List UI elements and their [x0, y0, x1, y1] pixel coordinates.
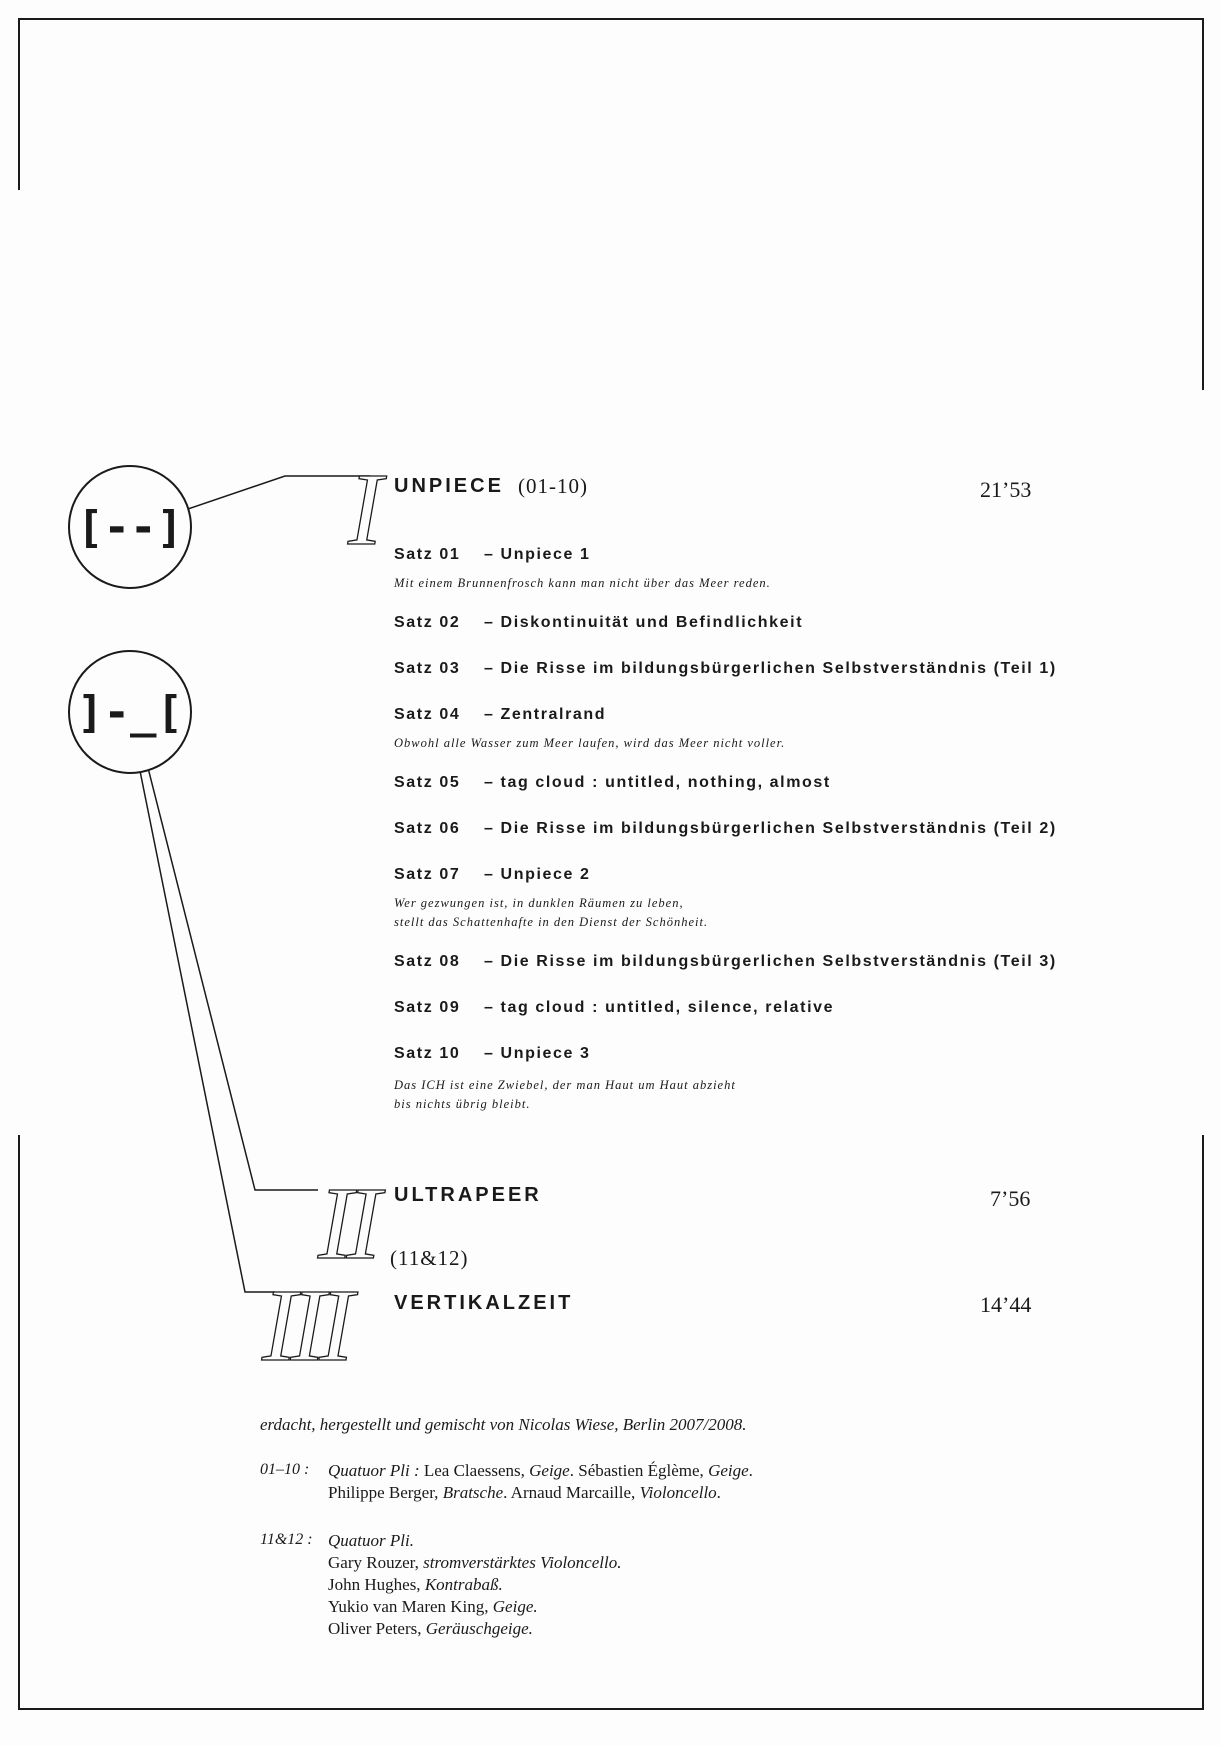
section-range-unpiece: (01-10)	[518, 474, 588, 498]
movement-row: Satz 08 – Die Risse im bildungsbürgerlichen Selbstverständnis (Teil 3)	[394, 953, 1057, 970]
connector-unpiece	[185, 476, 370, 510]
movement-row: Satz 02 – Diskontinuität und Befindlichkeit	[394, 614, 804, 631]
section-time-ultrapeer: 7’56	[990, 1186, 1031, 1211]
movement-row: Satz 05 – tag cloud : untitled, nothing, almost	[394, 774, 831, 791]
movement-row: Satz 04 – Zentralrand	[394, 706, 607, 723]
movement-row: Satz 09 – tag cloud : untitled, silence, relative	[394, 999, 835, 1016]
credits-group1: Quatuor Pli : Lea Claessens, Geige. Sébastien Églème, Geige. Philippe Berger, Bratsche. Arnaud Marcaille, Violoncello.	[328, 1461, 753, 1502]
movement-row: Satz 06 – Die Risse im bildungsbürgerlichen Selbstverständnis (Teil 2)	[394, 820, 1057, 837]
movement-row: Satz 03 – Die Risse im bildungsbürgerlichen Selbstverständnis (Teil 1)	[394, 660, 1057, 677]
section-title-vertikalzeit: VERTIKALZEIT	[394, 1292, 574, 1314]
section-time-vertikalzeit: 14’44	[980, 1292, 1032, 1317]
credits-group2: Quatuor Pli. Gary Rouzer, stromverstärktes Violoncello. John Hughes, Kontrabaß. Yukio van Maren King, Geige. Oliver Peters, Geräuschgeige.	[328, 1531, 622, 1638]
movement-row: Satz 01 – Unpiece 1	[394, 546, 591, 563]
movement-quote: stellt das Schattenhafte in den Dienst der Schönheit.	[394, 915, 709, 929]
section-time-unpiece: 21’53	[980, 477, 1032, 502]
movement-quote: Wer gezwungen ist, in dunklen Räumen zu leben,	[394, 896, 684, 910]
movement-quote: Das ICH ist eine Zwiebel, der man Haut um Haut abzieht	[394, 1078, 736, 1092]
movement-quote: Mit einem Brunnenfrosch kann man nicht über das Meer reden.	[394, 576, 771, 590]
section-title-ultrapeer: ULTRAPEER	[394, 1184, 542, 1206]
numeral-iii: III	[262, 1268, 348, 1383]
credits-group1-label: 01–10 :	[260, 1461, 310, 1478]
badge-ultrapeer: ]-_[	[68, 650, 192, 774]
badge-unpiece: [--]	[68, 465, 192, 589]
numeral-ii: II	[318, 1166, 376, 1281]
movement-quote: Obwohl alle Wasser zum Meer laufen, wird das Meer nicht voller.	[394, 736, 786, 750]
credits-intro: erdacht, hergestellt und gemischt von Nicolas Wiese, Berlin 2007/2008.	[260, 1415, 747, 1434]
movement-quote: bis nichts übrig bleibt.	[394, 1097, 531, 1111]
connector-ultrapeer	[145, 756, 318, 1190]
connector-vertikalzeit	[137, 756, 275, 1292]
movement-row: Satz 07 – Unpiece 2	[394, 866, 591, 883]
numeral-i: I	[348, 452, 377, 567]
credits-group2-label: 11&12 :	[260, 1531, 313, 1548]
section-title-unpiece: UNPIECE	[394, 475, 504, 497]
movement-row: Satz 10 – Unpiece 3	[394, 1045, 591, 1062]
section-range-ultrapeer: (11&12)	[390, 1246, 469, 1270]
